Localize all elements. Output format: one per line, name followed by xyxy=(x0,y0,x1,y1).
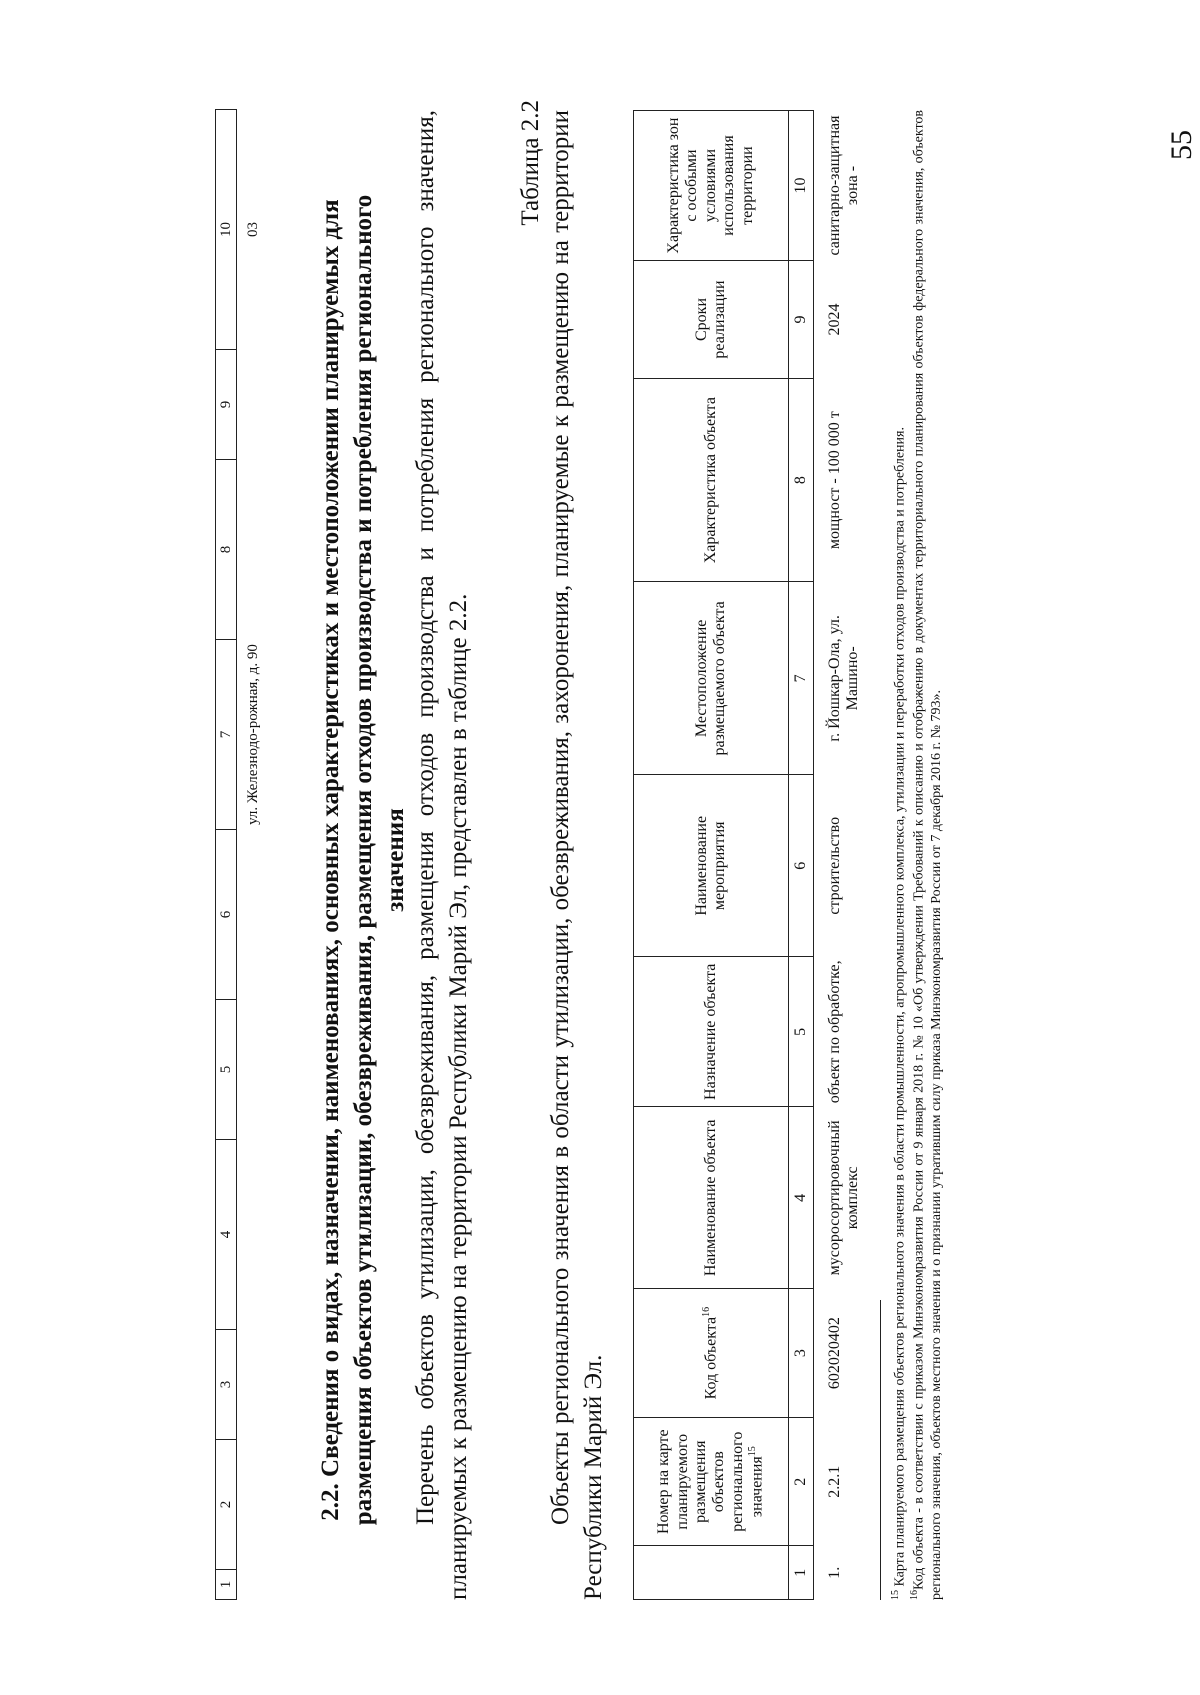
footnote-divider xyxy=(880,1300,881,1600)
table-cell xyxy=(237,1140,317,1330)
column-number: 4 xyxy=(789,1107,814,1289)
column-number: 3 xyxy=(789,1289,814,1418)
column-number: 7 xyxy=(789,582,814,775)
intro-paragraph: Перечень объектов утилизации, обезвреживания, размещения отходов производства и потребления регионального значения, планируемых к размещению на территории Республики Марий Эл, представлен в таблице 2.2. xyxy=(412,110,472,1600)
table-row xyxy=(814,111,899,1600)
continued-table xyxy=(215,109,316,1600)
footnotes xyxy=(890,110,946,1600)
table-cell xyxy=(237,350,317,460)
footnote-15: $^{15}$ Карта планируемого размещения объектов регионального значения в области промышленности, агропромышленного комплекса, утилизации и переработки отходов производства и потребления. xyxy=(890,427,908,1600)
column-header-map-number: Номер на карте планируемого размещения объектов регионального значения$^{15}$ xyxy=(634,1417,789,1546)
column-header: Местоположение размещаемого объекта xyxy=(634,582,789,775)
column-header: Наименование мероприятия xyxy=(634,775,789,957)
table-cell: г. Йошкар-Ола, ул. Машино- xyxy=(826,615,862,742)
table-cell: объект по обработке, xyxy=(826,960,843,1104)
table-cell xyxy=(237,1570,317,1600)
column-number: 5 xyxy=(216,1000,237,1140)
table-row xyxy=(237,110,317,1600)
section-heading: 2.2. Сведения о видах, назначении, наименованиях, основных характеристиках и местоположении планируемых для размещения объектов утилизации, обезвреживания, размещения отходов производства и потребления регионального значения xyxy=(317,194,409,1526)
table-header-row xyxy=(634,111,789,1600)
table-cell: 602020402 xyxy=(826,1317,843,1390)
column-header: Наименование объекта xyxy=(634,1107,789,1289)
column-number: 6 xyxy=(789,775,814,957)
table-cell: мощност - 100 000 т xyxy=(826,411,843,550)
column-header: Сроки реализации xyxy=(634,261,789,379)
column-number: 1 xyxy=(789,1546,814,1600)
column-number: 8 xyxy=(789,378,814,582)
column-number: 4 xyxy=(216,1140,237,1330)
column-number: 9 xyxy=(789,261,814,379)
rotated-page-content xyxy=(215,80,1085,1600)
table-cell: санитарно-защитная зона - xyxy=(826,115,862,256)
table-cell: 2.2.1 xyxy=(826,1465,843,1498)
table-cell xyxy=(237,1330,317,1440)
table-caption: Объекты регионального значения в области утилизации, обезвреживания, захоронения, планируемые к размещению на территории Республики Марий Эл. xyxy=(547,110,607,1600)
column-number: 6 xyxy=(216,830,237,1000)
page-number: 55 xyxy=(1165,130,1198,160)
column-number: 10 xyxy=(216,110,237,350)
column-header-object-code: Код объекта$^{16}$ xyxy=(634,1289,789,1418)
column-number-row xyxy=(216,110,237,1600)
column-number: 2 xyxy=(216,1440,237,1570)
column-number: 8 xyxy=(216,460,237,640)
column-number: 3 xyxy=(216,1330,237,1440)
objects-table xyxy=(633,110,898,1600)
table-cell: 2024 xyxy=(826,303,843,336)
table-cell xyxy=(237,1000,317,1140)
column-number: 5 xyxy=(789,957,814,1107)
table-label: Таблица 2.2 xyxy=(517,100,544,226)
column-header: Характеристика объекта xyxy=(634,378,789,582)
column-number: 1 xyxy=(216,1570,237,1600)
table-cell: 03 xyxy=(245,222,261,237)
column-number: 2 xyxy=(789,1417,814,1546)
column-number: 9 xyxy=(216,350,237,460)
column-number-row xyxy=(789,111,814,1600)
footnote-16: $^{16}$Код объекта - в соответствии с приказом Минэкономразвития России от 9 января 2018 г. № 10 «Об утверждении Требований к описанию и отображению в документах территориального планирования объектов федерального значения, объектов регионального значения, объектов местного значения и о признании утратившим силу приказа Минэкономразвития России от 7 декабря 2016 г. № 793». xyxy=(909,110,945,1600)
column-number: 10 xyxy=(789,111,814,261)
table-cell: мусоросортировочный комплекс xyxy=(826,1120,862,1276)
table-cell: строительство xyxy=(826,816,843,915)
column-header xyxy=(634,1546,789,1600)
table-cell: ул. Железнодо-рожная, д. 90 xyxy=(245,644,261,825)
table-cell: 1. xyxy=(826,1566,843,1579)
table-cell xyxy=(237,1440,317,1570)
column-header: Назначение объекта xyxy=(634,957,789,1107)
column-header: Характеристика зон с особыми условиями использования территории xyxy=(634,111,789,261)
table-cell xyxy=(237,460,317,640)
column-number: 7 xyxy=(216,640,237,830)
table-cell xyxy=(237,830,317,1000)
